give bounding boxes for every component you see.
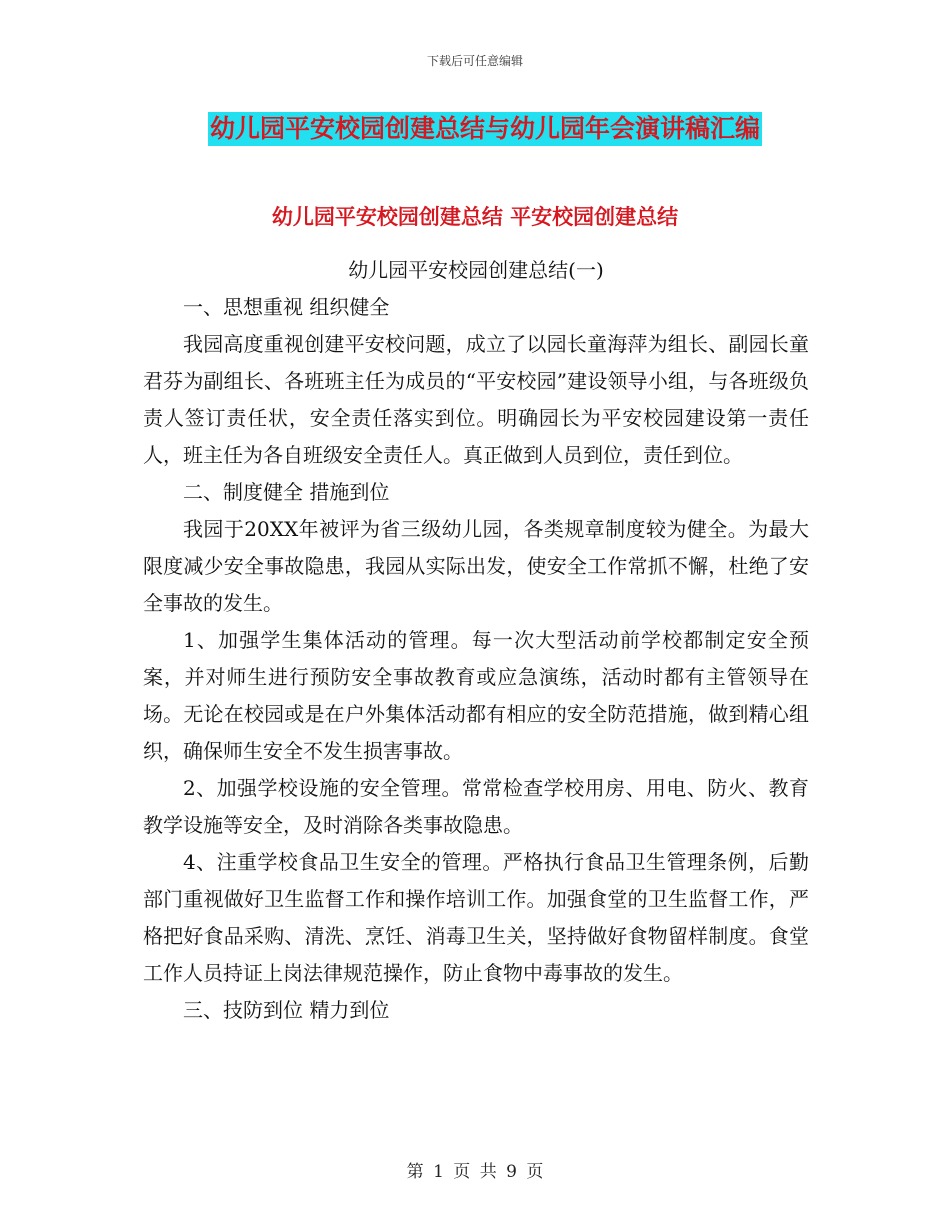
header-note: 下载后可任意编辑	[426, 54, 523, 68]
paragraph-heading-2: 二、制度健全 措施到位	[183, 480, 390, 504]
page-footer: 第 1 页 共 9 页	[406, 1162, 544, 1182]
paragraph-heading-3: 三、技防到位 精力到位	[183, 998, 390, 1022]
paragraph: 1、加强学生集体活动的管理。每一次大型活动前学校都制定安全预案，并对师生进行预防安全事故教育或应急演练，活动时都有主管领导在场。无论在校园或是在户外集体活动都有相应的安全防范措施，做到精心组织，确保师生安全不发生损害事故。	[143, 628, 809, 763]
paragraph: 4、注重学校食品卫生安全的管理。严格执行食品卫生管理条例，后勤部门重视做好卫生监督工作和操作培训工作。加强食堂的卫生监督工作，严格把好食品采购、清洗、烹饪、消毒卫生关，坚持做好食物留样制度。食堂工作人员持证上岗法律规范操作，防止食物中毒事故的发生。	[143, 850, 809, 985]
paragraph: 我园高度重视创建平安校问题，成立了以园长童海萍为组长、副园长童君芬为副组长、各班班主任为成员的“平安校园”建设领导小组，与各班级负责人签订责任状，安全责任落实到位。明确园长为平安校园建设第一责任人，班主任为各自班级安全责任人。真正做到人员到位，责任到位。	[143, 332, 809, 467]
paragraph-heading-1: 一、思想重视 组织健全	[183, 295, 390, 319]
section-title: 幼儿园平安校园创建总结(一)	[348, 258, 604, 282]
document-sub-title: 幼儿园平安校园创建总结 平安校园创建总结	[271, 205, 679, 229]
document-main-title: 幼儿园平安校园创建总结与幼儿园年会演讲稿汇编	[208, 112, 762, 146]
paragraph: 我园于20XX年被评为省三级幼儿园，各类规章制度较为健全。为最大限度减少安全事故隐患，我园从实际出发，使安全工作常抓不懈，杜绝了安全事故的发生。	[143, 517, 809, 615]
paragraph: 2、加强学校设施的安全管理。常常检查学校用房、用电、防火、教育教学设施等安全，及时消除各类事故隐患。	[143, 776, 809, 837]
document-body	[143, 222, 809, 1029]
